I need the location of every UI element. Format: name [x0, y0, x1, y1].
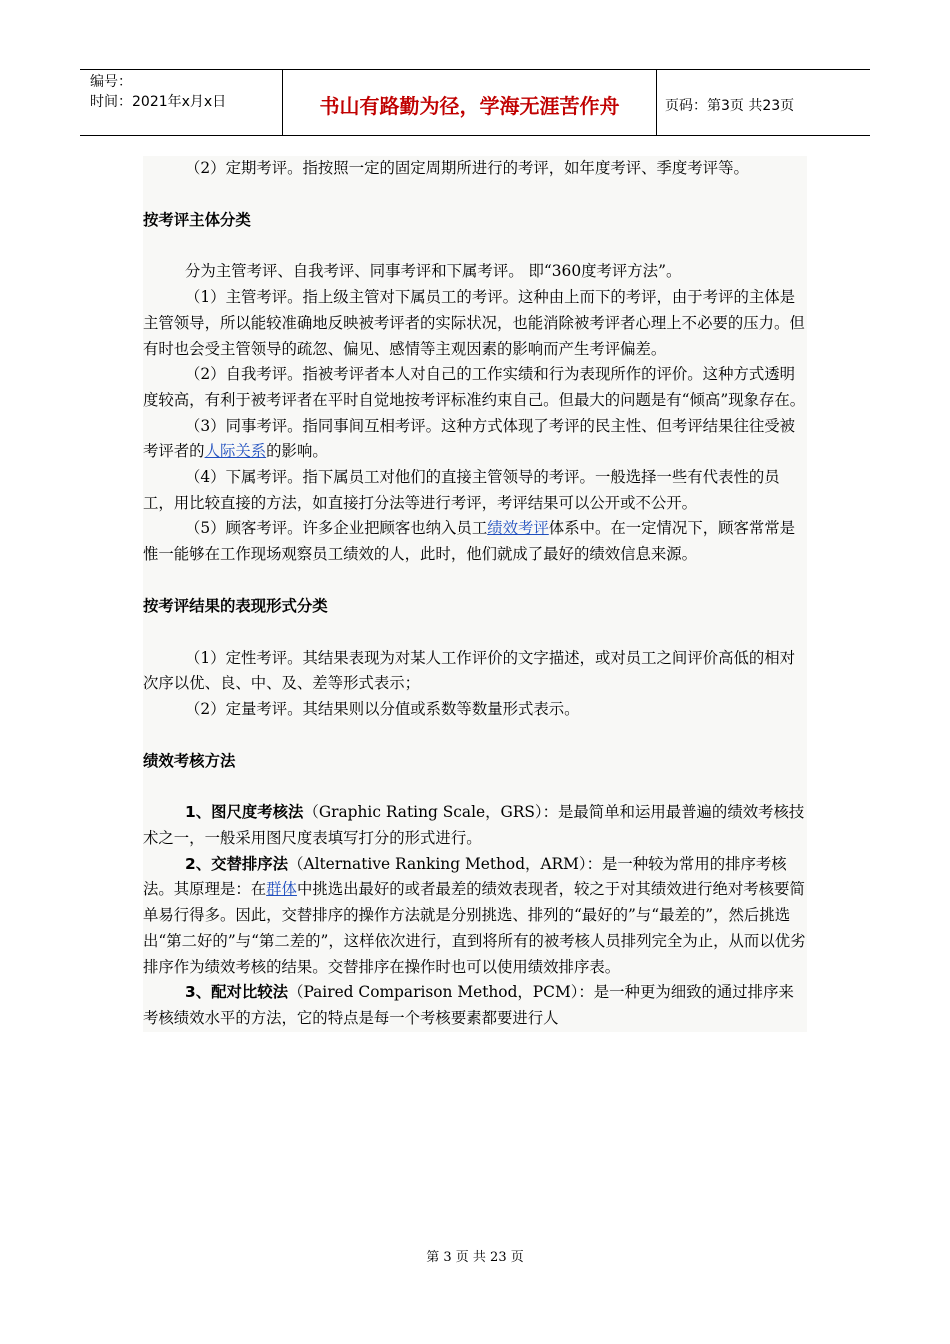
- code-label: 编号：: [90, 74, 132, 90]
- paragraph: （1）定性考评。其结果表现为对某人工作评价的文字描述，或对员工之间评价高低的相对次序以优、良、中、及、差等形式表示；: [143, 648, 796, 693]
- text-span: （3）同事考评。指同事间互相考评。这种方式体现了考评的民主性、但考评结果往往受被考评者的: [143, 416, 796, 461]
- paragraph: （2）定量考评。其结果则以分值或系数等数量形式表示。: [185, 699, 580, 718]
- paragraph-method-3: [143, 980, 807, 1031]
- text-span: 体系中。在一定情况下，顾客常常是惟一能够在工作现场观察员工绩效的人，此时，他们就成了最好的绩效信息来源。: [143, 519, 796, 564]
- section-heading-methods: 绩效考核方法: [143, 751, 236, 770]
- header-table: [80, 69, 870, 136]
- paragraph: （1）主管考评。指上级主管对下属员工的考评。这种由上而下的考评，由于考评的主体是主管领导，所以能较准确地反映被考评者的实际状况，也能消除被考评者心理上不必要的压力。但有时也会受主管领导的疏忽、偏见、感情等主观因素的影响而产生考评偏差。: [143, 288, 805, 358]
- link-interpersonal-relations[interactable]: 人际关系: [204, 442, 267, 461]
- method-title: 2、交替排序法: [185, 854, 289, 873]
- link-group[interactable]: 群体: [266, 880, 297, 899]
- motto: 书山有路勤为径，学海无涯苦作舟: [283, 70, 657, 135]
- paragraph-method-1: [143, 800, 807, 851]
- text-span: （Graphic Rating Scale，GRS）：是最简单和运用最普遍的绩效考核技术之一，一般采用图尺度表填写打分的形式进行。: [143, 803, 805, 848]
- text-span: （Paired Comparison Method，PCM）：是一种更为细致的通过排序来考核绩效水平的方法，它的特点是每一个考核要素都要进行人: [143, 983, 794, 1027]
- paragraph: [143, 516, 807, 567]
- paragraph: [143, 414, 807, 465]
- method-title: 3、配对比较法: [185, 983, 289, 1002]
- paragraph-method-2: [143, 852, 807, 981]
- text-span: （Alternative Ranking Method，ARM）：是一种较为常用的排序考核法。其原理是：在: [143, 854, 787, 899]
- page-info: 页码：第3页 共23页: [665, 97, 795, 114]
- page-footer: 第 3 页 共 23 页: [426, 1250, 524, 1265]
- header-left-cell: [80, 70, 283, 135]
- text-span: （5）顾客考评。许多企业把顾客也纳入员工: [185, 519, 488, 538]
- link-performance-evaluation[interactable]: 绩效考评: [487, 519, 549, 538]
- paragraph: （4）下属考评。指下属员工对他们的直接主管领导的考评。一般选择一些有代表性的员工，用比较直接的方法，如直接打分法等进行考评，考评结果可以公开或不公开。: [143, 468, 780, 512]
- section-heading-subject: 按考评主体分类: [143, 210, 251, 229]
- text-span: 中挑选出最好的或者最差的绩效表现者，较之于对其绩效进行绝对考核要简单易行得多。因此，交替排序的操作方法就是分别挑选、排列的“最好的”与“最差的”，然后挑选出“第二好的”与“第二差的”，这样依次进行，直到将所有的被考核人员排列完全为止，从而以优劣排序作为绩效考核的结果。交替排序在操作时也可以使用绩效排序表。: [143, 880, 806, 976]
- method-title: 1、图尺度考核法: [185, 803, 304, 822]
- paragraph: 分为主管考评、自我考评、同事考评和下属考评。 即“360度考评方法”。: [185, 262, 682, 281]
- paragraph: （2）自我考评。指被考评者本人对自己的工作实绩和行为表现所作的评价。这种方式透明度较高，有利于被考评者在平时自觉地按考评标准约束自己。但最大的问题是有“倾高”现象存在。: [143, 365, 806, 409]
- text-span: 的影响。: [266, 442, 328, 461]
- document-body: [143, 156, 807, 1032]
- section-heading-result-form: 按考评结果的表现形式分类: [143, 596, 328, 615]
- paragraph: （2）定期考评。指按照一定的固定周期所进行的考评，如年度考评、季度考评等。: [185, 159, 749, 177]
- time-label: 时间：2021年x月x日: [90, 94, 227, 110]
